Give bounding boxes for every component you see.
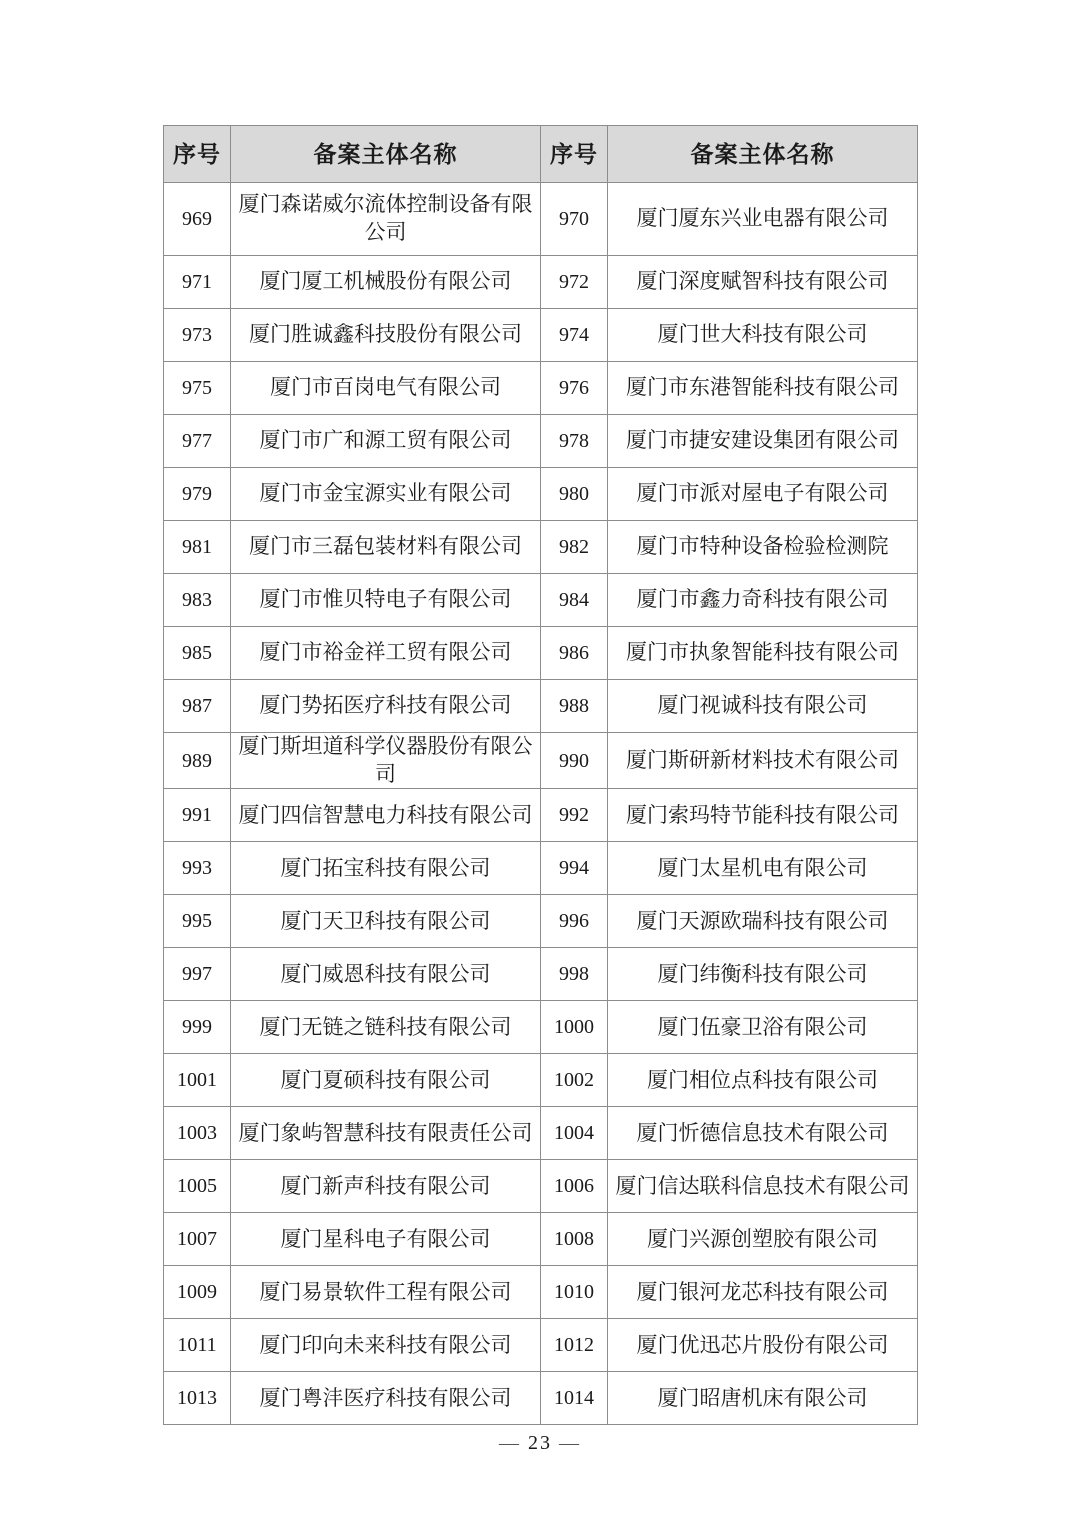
cell-name-left: 厦门象屿智慧科技有限责任公司 bbox=[231, 1107, 541, 1160]
cell-name-left: 厦门威恩科技有限公司 bbox=[231, 948, 541, 1001]
cell-name-right: 厦门世大科技有限公司 bbox=[608, 309, 918, 362]
cell-name-right: 厦门斯研新材料技术有限公司 bbox=[608, 733, 918, 789]
cell-index-left: 975 bbox=[164, 362, 231, 415]
table-row bbox=[164, 895, 918, 948]
footer-dash-left: — bbox=[499, 1432, 521, 1454]
cell-index-right: 1000 bbox=[541, 1001, 608, 1054]
cell-index-left: 981 bbox=[164, 521, 231, 574]
table-row bbox=[164, 733, 918, 789]
table-row bbox=[164, 789, 918, 842]
cell-index-left: 979 bbox=[164, 468, 231, 521]
cell-name-right: 厦门市特种设备检验检测院 bbox=[608, 521, 918, 574]
cell-name-left: 厦门市金宝源实业有限公司 bbox=[231, 468, 541, 521]
cell-index-left: 987 bbox=[164, 680, 231, 733]
cell-name-right: 厦门市东港智能科技有限公司 bbox=[608, 362, 918, 415]
cell-index-right: 1010 bbox=[541, 1266, 608, 1319]
cell-index-left: 993 bbox=[164, 842, 231, 895]
cell-name-right: 厦门厦东兴业电器有限公司 bbox=[608, 183, 918, 256]
cell-index-left: 1003 bbox=[164, 1107, 231, 1160]
cell-index-left: 969 bbox=[164, 183, 231, 256]
cell-index-right: 1014 bbox=[541, 1372, 608, 1425]
cell-index-right: 972 bbox=[541, 256, 608, 309]
cell-index-right: 974 bbox=[541, 309, 608, 362]
cell-index-right: 980 bbox=[541, 468, 608, 521]
cell-index-right: 984 bbox=[541, 574, 608, 627]
cell-name-left: 厦门斯坦道科学仪器股份有限公司 bbox=[231, 733, 541, 789]
cell-index-right: 982 bbox=[541, 521, 608, 574]
cell-name-left: 厦门市广和源工贸有限公司 bbox=[231, 415, 541, 468]
cell-name-right: 厦门太星机电有限公司 bbox=[608, 842, 918, 895]
table-row bbox=[164, 574, 918, 627]
cell-index-left: 971 bbox=[164, 256, 231, 309]
cell-name-right: 厦门昭唐机床有限公司 bbox=[608, 1372, 918, 1425]
table-row bbox=[164, 1213, 918, 1266]
cell-name-left: 厦门森诺威尔流体控制设备有限公司 bbox=[231, 183, 541, 256]
cell-name-right: 厦门天源欧瑞科技有限公司 bbox=[608, 895, 918, 948]
cell-index-right: 988 bbox=[541, 680, 608, 733]
cell-index-left: 1011 bbox=[164, 1319, 231, 1372]
cell-name-right: 厦门信达联科信息技术有限公司 bbox=[608, 1160, 918, 1213]
cell-name-left: 厦门拓宝科技有限公司 bbox=[231, 842, 541, 895]
table-row bbox=[164, 1319, 918, 1372]
table-row bbox=[164, 948, 918, 1001]
cell-name-right: 厦门银河龙芯科技有限公司 bbox=[608, 1266, 918, 1319]
cell-index-left: 983 bbox=[164, 574, 231, 627]
table-header-row bbox=[164, 126, 918, 183]
cell-index-right: 1002 bbox=[541, 1054, 608, 1107]
cell-index-right: 994 bbox=[541, 842, 608, 895]
cell-index-left: 991 bbox=[164, 789, 231, 842]
cell-name-right: 厦门视诚科技有限公司 bbox=[608, 680, 918, 733]
table-header bbox=[164, 126, 918, 183]
column-header-name-right: 备案主体名称 bbox=[608, 126, 918, 183]
cell-name-left: 厦门粤沣医疗科技有限公司 bbox=[231, 1372, 541, 1425]
table-row bbox=[164, 627, 918, 680]
table-row bbox=[164, 256, 918, 309]
table-row bbox=[164, 1054, 918, 1107]
column-header-index-left: 序号 bbox=[164, 126, 231, 183]
cell-name-right: 厦门市派对屋电子有限公司 bbox=[608, 468, 918, 521]
cell-name-right: 厦门忻德信息技术有限公司 bbox=[608, 1107, 918, 1160]
cell-name-left: 厦门无链之链科技有限公司 bbox=[231, 1001, 541, 1054]
cell-name-right: 厦门相位点科技有限公司 bbox=[608, 1054, 918, 1107]
cell-index-right: 1004 bbox=[541, 1107, 608, 1160]
cell-index-right: 992 bbox=[541, 789, 608, 842]
registration-table bbox=[163, 125, 918, 1425]
cell-index-left: 973 bbox=[164, 309, 231, 362]
page-footer bbox=[0, 1432, 1080, 1455]
column-header-name-left: 备案主体名称 bbox=[231, 126, 541, 183]
cell-index-left: 1013 bbox=[164, 1372, 231, 1425]
cell-name-right: 厦门市执象智能科技有限公司 bbox=[608, 627, 918, 680]
table-row bbox=[164, 362, 918, 415]
cell-index-right: 1012 bbox=[541, 1319, 608, 1372]
table-row bbox=[164, 1372, 918, 1425]
cell-name-left: 厦门市百岗电气有限公司 bbox=[231, 362, 541, 415]
table-row bbox=[164, 309, 918, 362]
cell-name-right: 厦门优迅芯片股份有限公司 bbox=[608, 1319, 918, 1372]
registration-table-container bbox=[163, 125, 917, 1425]
cell-index-right: 986 bbox=[541, 627, 608, 680]
table-row bbox=[164, 521, 918, 574]
footer-dash-right: — bbox=[559, 1432, 581, 1454]
cell-name-left: 厦门星科电子有限公司 bbox=[231, 1213, 541, 1266]
cell-index-right: 976 bbox=[541, 362, 608, 415]
cell-index-left: 1007 bbox=[164, 1213, 231, 1266]
table-row bbox=[164, 680, 918, 733]
cell-name-right: 厦门深度赋智科技有限公司 bbox=[608, 256, 918, 309]
cell-index-left: 985 bbox=[164, 627, 231, 680]
table-row bbox=[164, 1107, 918, 1160]
cell-index-right: 998 bbox=[541, 948, 608, 1001]
cell-name-right: 厦门纬衡科技有限公司 bbox=[608, 948, 918, 1001]
cell-index-left: 999 bbox=[164, 1001, 231, 1054]
cell-name-right: 厦门市鑫力奇科技有限公司 bbox=[608, 574, 918, 627]
cell-index-right: 1006 bbox=[541, 1160, 608, 1213]
cell-name-right: 厦门索玛特节能科技有限公司 bbox=[608, 789, 918, 842]
table-row bbox=[164, 415, 918, 468]
cell-index-left: 1005 bbox=[164, 1160, 231, 1213]
table-body bbox=[164, 183, 918, 1425]
cell-index-right: 996 bbox=[541, 895, 608, 948]
column-header-index-right: 序号 bbox=[541, 126, 608, 183]
cell-name-left: 厦门势拓医疗科技有限公司 bbox=[231, 680, 541, 733]
cell-name-left: 厦门天卫科技有限公司 bbox=[231, 895, 541, 948]
cell-index-left: 1009 bbox=[164, 1266, 231, 1319]
cell-name-right: 厦门兴源创塑胶有限公司 bbox=[608, 1213, 918, 1266]
cell-name-left: 厦门市裕金祥工贸有限公司 bbox=[231, 627, 541, 680]
cell-index-left: 977 bbox=[164, 415, 231, 468]
cell-name-left: 厦门夏硕科技有限公司 bbox=[231, 1054, 541, 1107]
cell-name-left: 厦门印向未来科技有限公司 bbox=[231, 1319, 541, 1372]
table-row bbox=[164, 468, 918, 521]
cell-name-left: 厦门新声科技有限公司 bbox=[231, 1160, 541, 1213]
cell-index-left: 997 bbox=[164, 948, 231, 1001]
cell-index-right: 990 bbox=[541, 733, 608, 789]
cell-name-left: 厦门易景软件工程有限公司 bbox=[231, 1266, 541, 1319]
table-row bbox=[164, 183, 918, 256]
page-number: 23 bbox=[528, 1432, 552, 1454]
cell-index-right: 1008 bbox=[541, 1213, 608, 1266]
cell-name-left: 厦门市三磊包装材料有限公司 bbox=[231, 521, 541, 574]
cell-name-left: 厦门厦工机械股份有限公司 bbox=[231, 256, 541, 309]
cell-index-left: 995 bbox=[164, 895, 231, 948]
table-row bbox=[164, 1160, 918, 1213]
table-row bbox=[164, 1001, 918, 1054]
cell-name-left: 厦门四信智慧电力科技有限公司 bbox=[231, 789, 541, 842]
cell-index-left: 989 bbox=[164, 733, 231, 789]
cell-index-right: 970 bbox=[541, 183, 608, 256]
cell-name-left: 厦门市惟贝特电子有限公司 bbox=[231, 574, 541, 627]
table-row bbox=[164, 1266, 918, 1319]
cell-name-left: 厦门胜诚鑫科技股份有限公司 bbox=[231, 309, 541, 362]
cell-index-left: 1001 bbox=[164, 1054, 231, 1107]
cell-name-right: 厦门市捷安建设集团有限公司 bbox=[608, 415, 918, 468]
table-row bbox=[164, 842, 918, 895]
cell-index-right: 978 bbox=[541, 415, 608, 468]
cell-name-right: 厦门伍豪卫浴有限公司 bbox=[608, 1001, 918, 1054]
